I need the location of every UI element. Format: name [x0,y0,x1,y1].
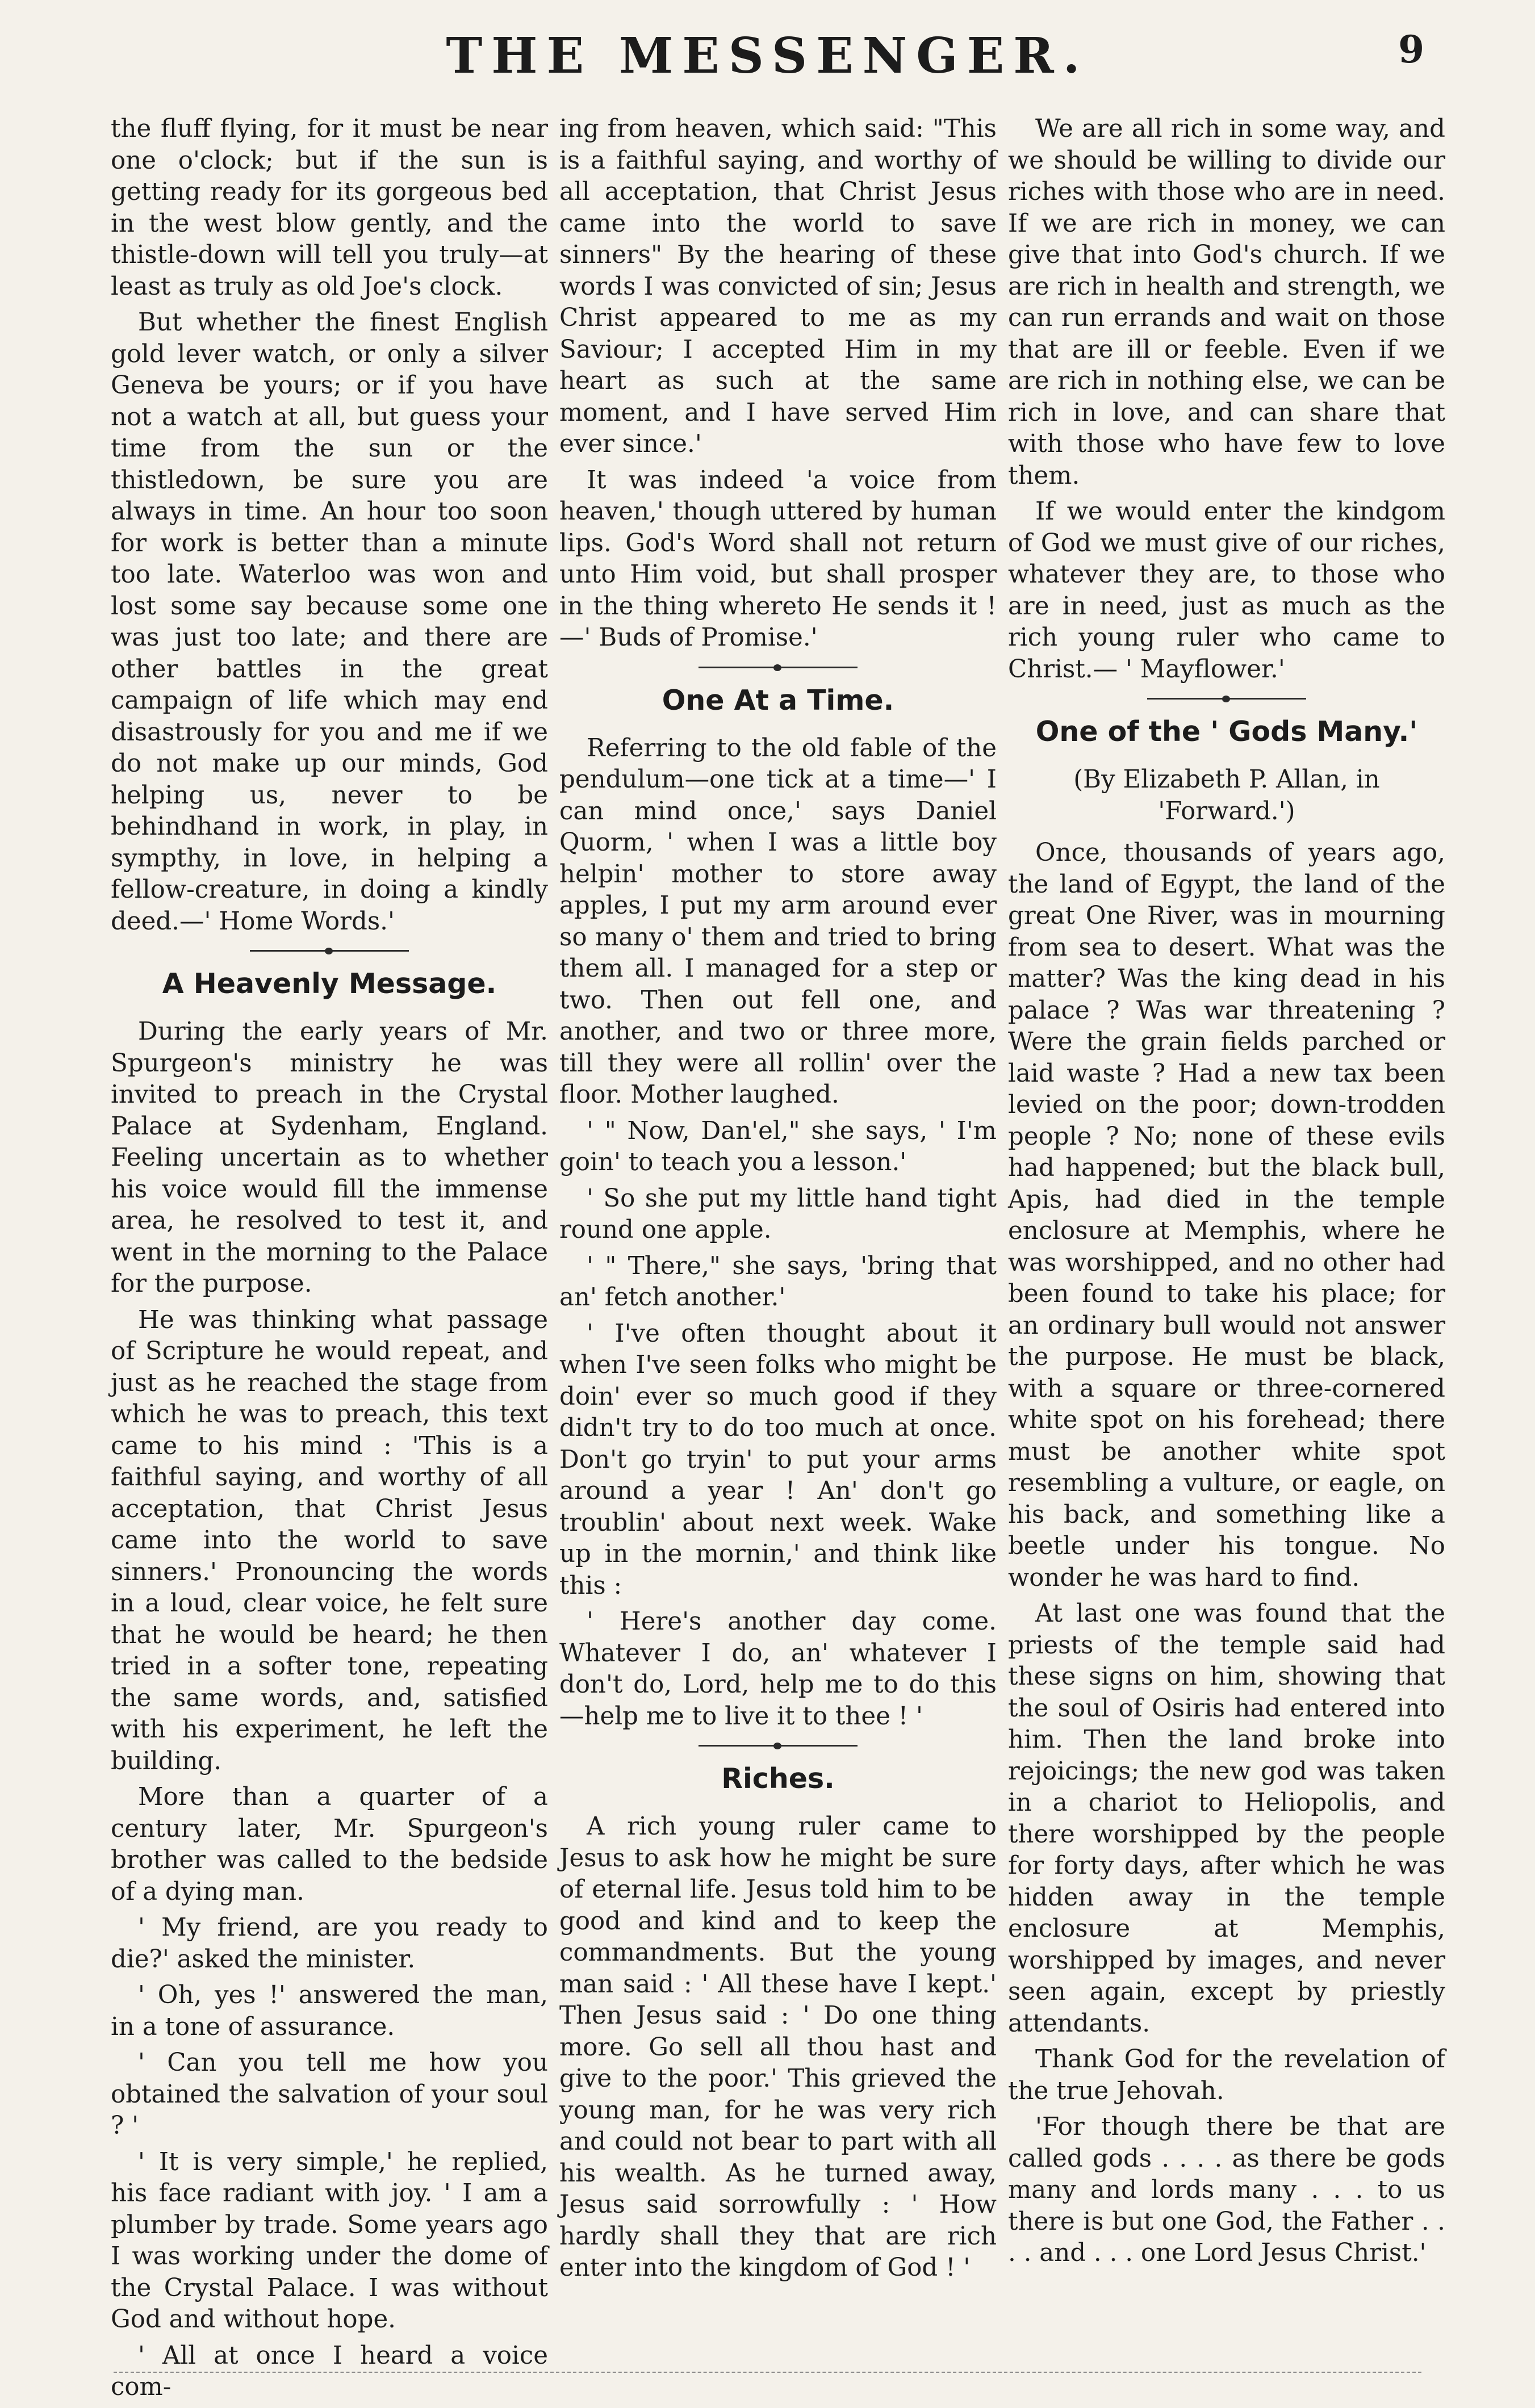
newspaper-title: THE MESSENGER. [446,27,1089,85]
paragraph: ' So she put my little hand tight round one apple. [559,1184,997,1244]
paragraph: During the early years of Mr. Spurgeon's ministry he was invited to preach in the Crystal Palace at Sydenham, England. Feeling uncertain as to whether his voice would fill the immense area, he resolved to test it, and went in the morning to the Palace for the purpose. [111,1017,548,1298]
paragraph: ing from heaven, which said: "This is a faithful saying, and worthy of all acceptation, that Christ Jesus came into the world to save sinners" By the hearing of these words I was convicted of sin; Jesus Christ appeared to me as my Saviour; I accepted Him in my heart as such at the same moment, and I have served Him ever since.' [559,115,997,458]
paragraph: Once, thousands of years ago, the land of Egypt, the land of the great One River, was in mourning from sea to desert. What was the matter? Was the king dead in his palace ? Was war threatening ? Were the grain fields parched or laid waste ? Had a new tax been levied on the poor; down-trodden people ? No; none of these evils had happened; but the black bull, Apis, had died in the temple enclosure at Memphis, where he was worshipped, and no other had been found to take his place; for an ordinary bull would not answer the purpose. He must be black, with a square or three-cornered white spot on his forehead; there must be another white spot resembling a vulture, or eagle, on his back, and something like a beetle under his tongue. No wonder he was hard to find. [1008,839,1445,1592]
article-heading: One of the ' Gods Many.' [1035,715,1418,748]
article-heading: A Heavenly Message. [162,968,497,1000]
section-divider [699,667,858,668]
paragraph: If we would enter the kindgom of God we must give of our riches, whatever they are, to those who are in need, just as much as the rich young ruler who came to Christ.— ' Mayflower.' [1008,497,1445,684]
section-divider [699,1745,858,1747]
section-divider [1147,698,1306,700]
paragraph: Thank God for the revelation of the true Jehovah. [1008,2045,1445,2105]
paragraph: But whether the finest English gold lever watch, or only a silver Geneva be yours; or if you have not a watch at all, but guess your time from the sun or the thistledown, be sure you are always in time. An hour too soon for work is better than a minute too late. Waterloo was won and lost some say because some one was just too late; and there are other battles in the great campaign of life which may end disastrously for you and me if we do not make up our minds, God helping us, never to be behindhand in work, in play, in sympthy, in love, in helping a fellow-creature, in doing a kindly deed.—' Home Words.' [111,308,548,936]
paragraph: At last one was found that the priests of the temple said had these signs on him, showing that the soul of Osiris had entered into him. Then the land broke into rejoicings; the new god was taken in a chariot to Heliopolis, and there worshipped by the people for forty days, after which he was hidden away in the temple enclosure at Memphis, worshipped by images, and never seen again, except by priestly attendants. [1008,1599,1445,2038]
paragraph: We are all rich in some way, and we should be willing to divide our riches with those who are in need. If we are rich in money, we can give that into God's church. If we are rich in health and strength, we can run errands and wait on those that are ill or feeble. Even if we are rich in nothing else, we can be rich in love, and can share that with those who have few to love them. [1008,115,1445,490]
paragraph: ' All at once I heard a voice com- [111,2341,548,2401]
paragraph: 'For though there be that are called gods . . . . as there be gods many and lords many . . . to us there is but one God, the Father . . . . and . . . one Lord Jesus Christ.' [1008,2113,1445,2267]
paragraph: ' It is very simple,' he replied, his face radiant with joy. ' I am a plumber by trade. Some years ago I was working under the dome of the Crystal Palace. I was without God and without hope. [111,2147,548,2334]
byline: (By Elizabeth P. Allan, in 'Forward.') [1073,765,1380,826]
section-divider [250,950,409,952]
column-2 [559,114,997,2289]
paragraph: ' My friend, are you ready to die?' asked the minister. [111,1913,548,1974]
article-heading: One At a Time. [662,684,894,717]
paragraph: ' " There," she says, 'bring that an' fetch another.' [559,1251,997,1312]
paragraph: ' Oh, yes !' answered the man, in a tone of assurance. [111,1981,548,2041]
paragraph: ' Here's another day come. Whatever I do, an' whatever I don't do, Lord, help me to do this—help me to live it to thee ! ' [559,1607,997,1731]
masthead [0,27,1535,101]
paragraph: ' I've often thought about it when I've seen folks who might be doin' ever so much good if they didn't try to do too much at once. Don't go tryin' to put your arms around a year ! An' don't go troublin' about next week. Wake up in the mornin,' and think like this : [559,1319,997,1600]
paragraph: the fluff flying, for it must be near one o'clock; but if the sun is getting ready for its gorgeous bed in the west blow gently, and the thistle-down will tell you truly—at least as truly as old Joe's clock. [111,115,548,301]
page-bottom-edge [114,2372,1421,2373]
column-3 [1008,114,1445,2274]
paragraph: ' Can you tell me how you obtained the salvation of your soul ? ' [111,2049,548,2140]
column-1 [111,114,548,2408]
paragraph: More than a quarter of a century later, Mr. Spurgeon's brother was called to the bedside of a dying man. [111,1783,548,1906]
paragraph: It was indeed 'a voice from heaven,' though uttered by human lips. God's Word shall not return unto Him void, but shall prosper in the thing whereto He sends it !—' Buds of Promise.' [559,466,997,652]
article-heading: Riches. [721,1762,835,1795]
paragraph: He was thinking what passage of Scripture he would repeat, and just as he reached the stage from which he was to preach, this text came to his mind : 'This is a faithful saying, and worthy of all acceptation, that Christ Jesus came into the world to save sinners.' Pronouncing the words in a loud, clear voice, he felt sure that he would be heard; he then tried in a softer tone, repeating the same words, and, satisfied with his experiment, he left the building. [111,1305,548,1775]
paragraph: A rich young ruler came to Jesus to ask how he might be sure of eternal life. Jesus told him to be good and kind and to keep the commandments. But the young man said : ' All these have I kept.' Then Jesus said : ' Do one thing more. Go sell all thou hast and give to the poor.' This grieved the young man, for he was very rich and could not bear to part with all his wealth. As he turned away, Jesus said sorrowfully : ' How hardly shall they that are rich enter into the kingdom of God ! ' [559,1812,997,2282]
paragraph: ' " Now, Dan'el," she says, ' I'm goin' to teach you a lesson.' [559,1116,997,1176]
paragraph: Referring to the old fable of the pendulum—one tick at a time—' I can mind once,' says Daniel Quorm, ' when I was a little boy helpin' mother to store away apples, I put my arm around ever so many o' them and tried to bring them all. I managed for a step or two. Then out fell one, and another, and two or three more, till they were all rollin' over the floor. Mother laughed. [559,734,997,1109]
page-number: 9 [1398,27,1424,72]
